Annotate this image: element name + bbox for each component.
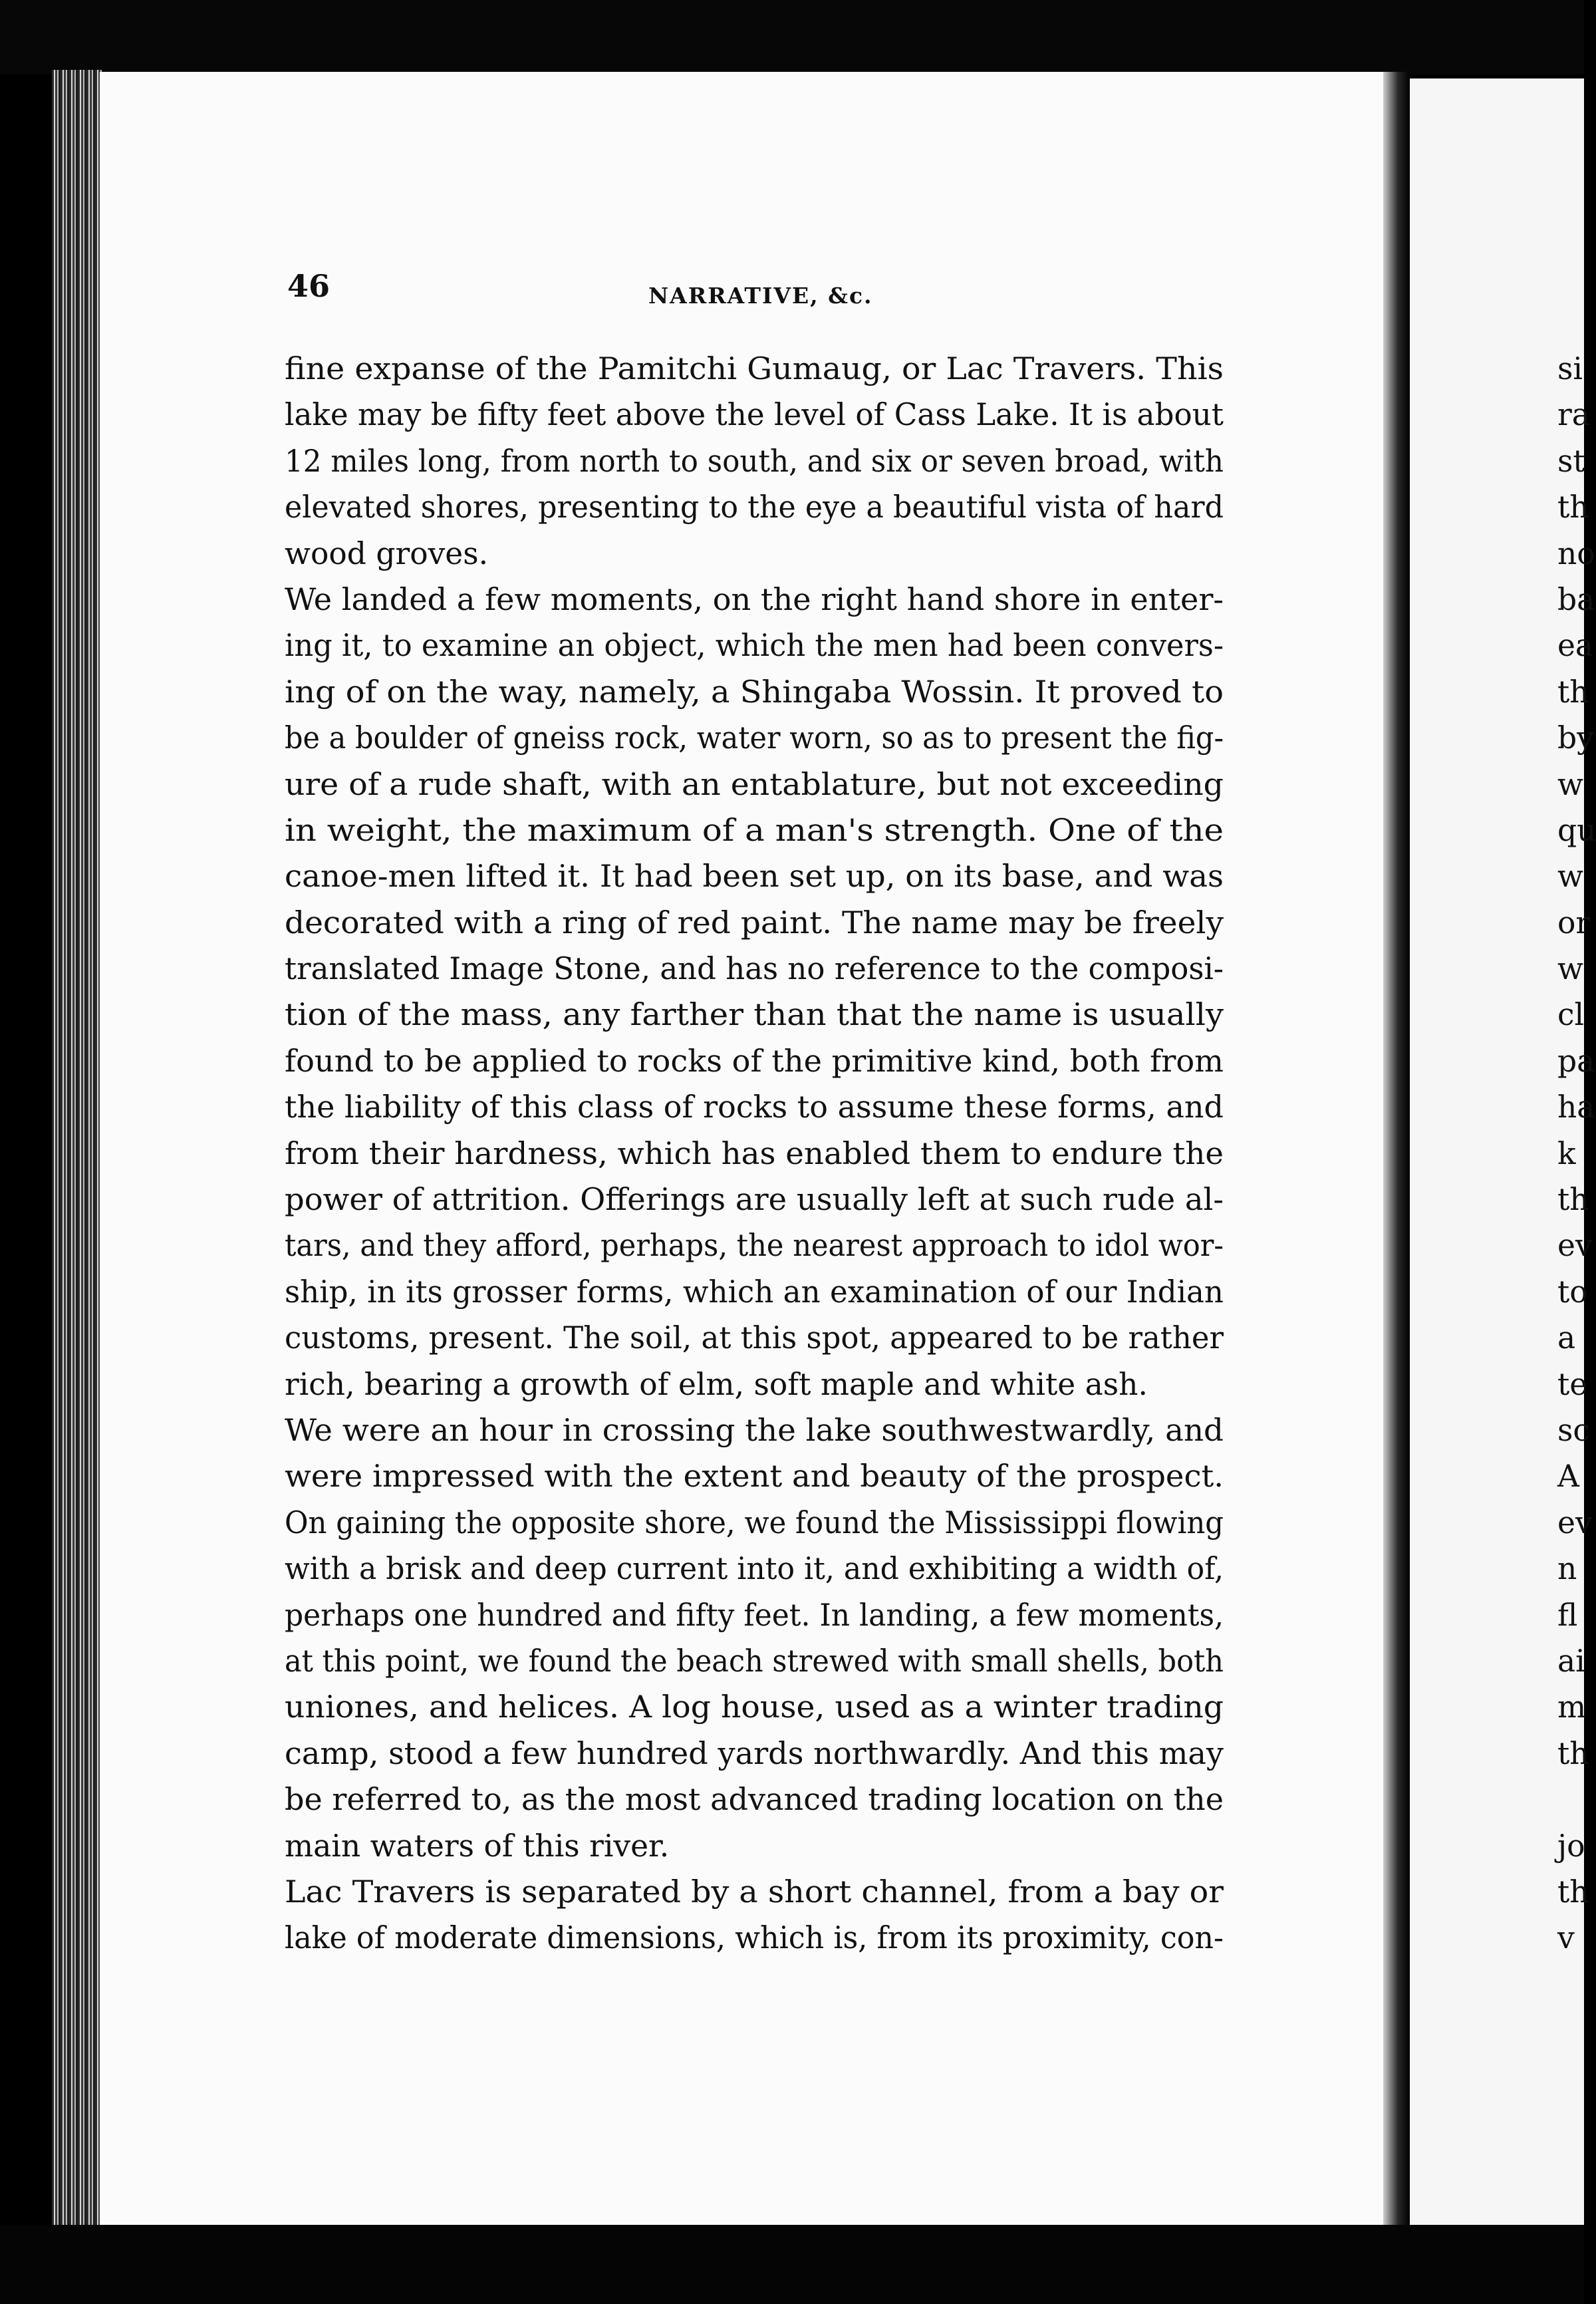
text-line: in weight, the maximum of a man's strength. One of the [285, 812, 1224, 848]
facing-page-fragment: cl [1557, 997, 1585, 1033]
facing-page-fragment: n [1557, 1551, 1577, 1587]
text-line: main waters of this river. [285, 1828, 670, 1864]
facing-page-fragment: w [1557, 766, 1583, 802]
page-number: 46 [287, 268, 331, 304]
text-line: Lac Travers is separated by a short channel, from a bay or [285, 1874, 1224, 1910]
facing-page-fragment: th [1557, 1874, 1589, 1910]
facing-page-fragment: te [1557, 1366, 1588, 1402]
text-line: be referred to, as the most advanced trading location on the [285, 1782, 1224, 1818]
facing-page-fragment: k [1557, 1135, 1576, 1171]
text-line: decorated with a ring of red paint. The name may be freely [285, 905, 1224, 940]
facing-page-fragment: w [1557, 951, 1583, 987]
facing-page-fragment: ai [1557, 1643, 1585, 1679]
text-line: We landed a few moments, on the right hand shore in enter- [285, 581, 1224, 617]
text-line: 12 miles long, from north to south, and six or seven broad, with [285, 443, 1224, 479]
text-line: elevated shores, presenting to the eye a beautiful vista of hard [285, 490, 1224, 525]
facing-page-fragment: ha [1557, 1089, 1595, 1125]
text-line: translated Image Stone, and has no reference to the composi- [285, 951, 1224, 987]
facing-page-fragment: A [1557, 1459, 1579, 1495]
running-head: NARRATIVE, &c. [648, 283, 873, 309]
text-line: ing it, to examine an object, which the men had been convers- [285, 628, 1224, 664]
text-line: lake may be fifty feet above the level of Cass Lake. It is about [285, 397, 1224, 433]
facing-page-fragment: w [1557, 859, 1583, 895]
text-line: with a brisk and deep current into it, and exhibiting a width of, [285, 1551, 1224, 1587]
text-line: be a boulder of gneiss rock, water worn, so as to present the fig- [285, 720, 1224, 756]
facing-page-fragment: no [1557, 535, 1595, 571]
text-line: rich, bearing a growth of elm, soft maple and white ash. [285, 1366, 1148, 1402]
text-line: wood groves. [285, 535, 489, 571]
page-body-text [285, 346, 1224, 1961]
facing-page-fragment: th [1557, 674, 1589, 710]
facing-page-fragment [1557, 1777, 1584, 1822]
facing-page-fragment: qu [1557, 812, 1596, 848]
facing-page-fragment: ev [1557, 1505, 1593, 1540]
facing-page-fragment: ev [1557, 1228, 1593, 1264]
text-line: camp, stood a few hundred yards northwardly. And this may [285, 1735, 1224, 1771]
facing-page-text-fragments [1557, 346, 1596, 1961]
text-line: uniones, and helices. A log house, used as a winter trading [285, 1689, 1224, 1725]
facing-page-fragment: or [1557, 905, 1591, 940]
facing-page-fragment: th [1557, 1735, 1589, 1771]
facing-page-fragment: v [1557, 1920, 1575, 1956]
text-line: ing of on the way, namely, a Shingaba Wossin. It proved to [285, 674, 1224, 710]
facing-page-fragment: by [1557, 720, 1594, 756]
text-line: tion of the mass, any farther than that the name is usually [285, 997, 1224, 1033]
facing-page-fragment: pa [1557, 1043, 1595, 1079]
text-line: tars, and they afford, perhaps, the nearest approach to idol wor- [285, 1228, 1224, 1264]
text-line: ure of a rude shaft, with an entablature, but not exceeding [285, 766, 1224, 802]
facing-page-fragment: fl [1557, 1597, 1578, 1633]
facing-page-fragment: m [1557, 1689, 1587, 1725]
scan-top-border [0, 0, 1584, 74]
text-line: were impressed with the extent and beauty of the prospect. [285, 1459, 1224, 1495]
facing-page-fragment: a [1557, 1320, 1576, 1356]
facing-page-fragment: to [1557, 1274, 1588, 1310]
facing-page-fragment: ra [1557, 397, 1590, 433]
text-line: the liability of this class of rocks to assume these forms, and [285, 1089, 1224, 1125]
facing-page-fragment: jo [1557, 1828, 1585, 1864]
page-gutter [1383, 72, 1410, 2225]
facing-page-fragment: st [1557, 443, 1585, 479]
facing-page-fragment: si [1557, 351, 1583, 386]
text-line: canoe-men lifted it. It had been set up, on its base, and was [285, 859, 1224, 895]
text-line: from their hardness, which has enabled them to endure the [285, 1135, 1224, 1171]
facing-page-fragment: ea [1557, 628, 1594, 664]
text-line: On gaining the opposite shore, we found the Mississippi flowing [285, 1505, 1224, 1540]
facing-page-fragment: th [1557, 490, 1589, 525]
text-line: customs, present. The soil, at this spot, appeared to be rather [285, 1320, 1224, 1356]
text-line: power of attrition. Offerings are usually left at such rude al- [285, 1182, 1224, 1218]
text-line: perhaps one hundred and fifty feet. In landing, a few moments, [285, 1597, 1224, 1633]
book-spine-edge [52, 70, 102, 2225]
facing-page-fragment: th [1557, 1182, 1589, 1218]
facing-page-fragment: ba [1557, 581, 1595, 617]
text-line: fine expanse of the Pamitchi Gumaug, or Lac Travers. This [285, 351, 1224, 386]
text-line: We were an hour in crossing the lake southwestwardly, and [285, 1412, 1224, 1448]
scan-bottom-border [0, 2225, 1584, 2304]
facing-page-fragment: sc [1557, 1412, 1590, 1448]
text-line: ship, in its grosser forms, which an examination of our Indian [285, 1274, 1224, 1310]
text-line: lake of moderate dimensions, which is, from its proximity, con- [285, 1920, 1224, 1956]
text-line: found to be applied to rocks of the primitive kind, both from [285, 1043, 1224, 1079]
text-line: at this point, we found the beach strewed with small shells, both [285, 1643, 1224, 1679]
